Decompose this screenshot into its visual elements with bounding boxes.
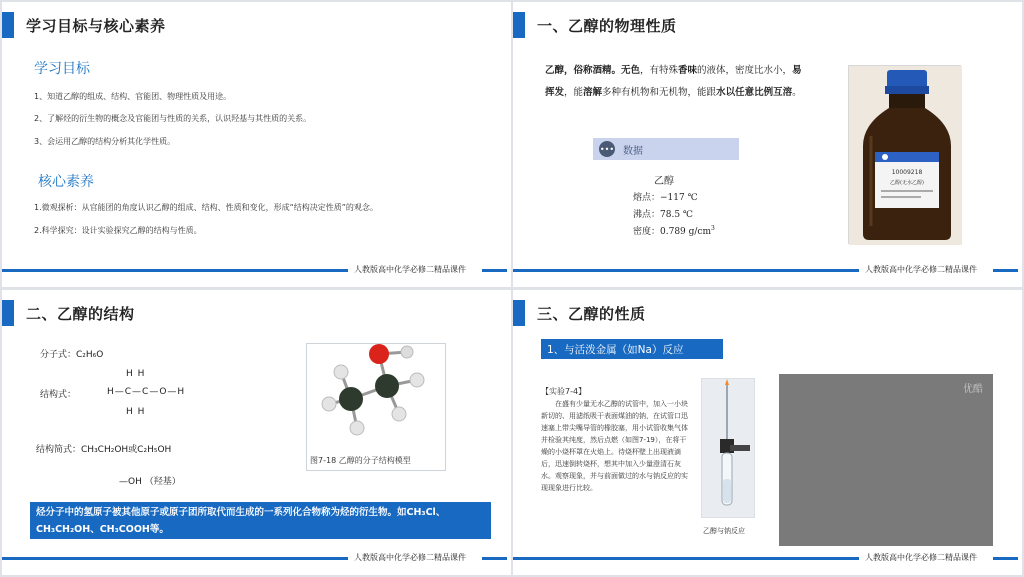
footer-line xyxy=(993,269,1018,272)
substance-name: 乙醇 xyxy=(654,176,674,187)
slide-physical-properties[interactable] xyxy=(513,2,1022,287)
structural-label: 结构式： xyxy=(40,390,77,400)
text: ，有特殊 xyxy=(640,65,679,76)
experiment-title: 【实验7-4】 xyxy=(541,387,587,396)
molecule-model-image xyxy=(306,343,446,471)
footer-line xyxy=(993,557,1018,560)
density xyxy=(633,224,715,237)
density-value: 密度：0.789 g/cm xyxy=(633,227,711,237)
footer-line xyxy=(482,269,507,272)
test-tube-image xyxy=(701,378,755,518)
molecule-model xyxy=(307,344,447,456)
melting-point: 熔点：−117 ℃ xyxy=(633,193,698,203)
data-box xyxy=(593,138,739,160)
property-description xyxy=(545,60,807,104)
video-watermark: 优酷 xyxy=(963,384,983,395)
structural-top: H H xyxy=(126,369,146,379)
core-item: 2.科学探究：设计实验探究乙醇的结构与性质。 xyxy=(34,226,202,235)
text: ，能 xyxy=(564,87,584,98)
goal-item: 1、知道乙醇的组成、结构、官能团、物理性质及用途。 xyxy=(34,92,232,101)
footer-line xyxy=(513,269,859,272)
experiment-text xyxy=(541,386,693,494)
footer-text: 人教版高中化学必修二精品课件 xyxy=(865,265,977,274)
boiling-point: 沸点：78.5 ℃ xyxy=(633,210,693,220)
bold-text: 易挥发 xyxy=(545,65,802,98)
ethanol-bottle-photo xyxy=(848,65,961,244)
bold-text: 水以任意比例互溶 xyxy=(716,87,793,98)
slide-footer xyxy=(2,265,511,277)
slide-footer xyxy=(513,553,1022,565)
goals-heading: 学习目标 xyxy=(34,61,90,77)
text: 多种有机物和无机物，能跟 xyxy=(602,87,717,98)
slide-learning-goals[interactable] xyxy=(2,2,511,287)
slide-chemical-properties[interactable] xyxy=(513,290,1022,575)
footer-line xyxy=(2,269,348,272)
slide-header xyxy=(513,12,677,38)
structural-bot: H H xyxy=(126,407,146,417)
value: CH₃CH₂OH或C₂H₅OH xyxy=(81,445,172,455)
footer-line xyxy=(2,557,348,560)
slide-structure[interactable] xyxy=(2,290,511,575)
header-accent-bar xyxy=(513,300,525,326)
footer-line xyxy=(482,557,507,560)
slide-header xyxy=(2,12,166,38)
simple-formula xyxy=(36,442,171,455)
footer-text: 人教版高中化学必修二精品课件 xyxy=(354,265,466,274)
slide-title: 三、乙醇的性质 xyxy=(537,304,646,323)
core-item: 1.微观探析：从官能团的角度认识乙醇的组成、结构、性质和变化，形成“结构决定性质”的观念。 xyxy=(34,203,378,212)
header-accent-bar xyxy=(2,12,14,38)
slide-footer xyxy=(513,265,1022,277)
slide-title: 学习目标与核心素养 xyxy=(26,16,166,35)
value: C₂H₆O xyxy=(76,350,104,360)
slide-footer xyxy=(2,553,511,565)
slide-title: 二、乙醇的结构 xyxy=(26,304,135,323)
footer-text: 人教版高中化学必修二精品课件 xyxy=(865,553,977,562)
slide-title: 一、乙醇的物理性质 xyxy=(537,16,677,35)
footer-line xyxy=(513,557,859,560)
model-caption: 图7-18 乙醇的分子结构模型 xyxy=(310,456,411,465)
chat-icon: ••• xyxy=(599,141,615,157)
bottle-label-code: 10009218 xyxy=(891,169,923,176)
molecular-formula xyxy=(40,347,103,360)
functional-group: —OH （羟基） xyxy=(119,477,181,487)
header-accent-bar xyxy=(513,12,525,38)
footer-text: 人教版高中化学必修二精品课件 xyxy=(354,553,466,562)
test-tube-illustration xyxy=(702,379,754,517)
bold-text: 溶解 xyxy=(583,87,603,98)
bottle-label-name: 乙醇(无水乙醇) xyxy=(890,180,924,186)
experiment-body: 在盛有少量无水乙醇的试管中，加入一小块新切的、用滤纸吸干表面煤油的钠，在试管口迅速塞上带尖嘴导管的橡胶塞，用小试管收集气体并检验其纯度，然后点燃（如图7-19），在将干燥的小烧杯罩在火焰上。待烧杯壁上出现液滴后，迅速倒转烧杯，想其中加入少量澄清石灰水。观察现象，并与前面做过的水与钠反应的实现现象进行比较。 xyxy=(541,400,688,492)
header-accent-bar xyxy=(2,300,14,326)
goal-item: 3、会运用乙醇的结构分析其化学性质。 xyxy=(34,137,176,146)
data-label: 数据 xyxy=(623,145,643,157)
slide-header xyxy=(2,300,135,326)
goal-item: 2、了解烃的衍生物的概念及官能团与性质的关系，认识羟基与其性质的关系。 xyxy=(34,114,312,123)
bottle-illustration xyxy=(849,66,962,245)
label: 分子式： xyxy=(40,350,77,360)
core-heading: 核心素养 xyxy=(38,174,94,190)
density-exponent: 3 xyxy=(711,225,715,232)
slide-header xyxy=(513,300,646,326)
video-player[interactable] xyxy=(779,374,993,546)
definition-box: 烃分子中的氢原子被其他原子或原子团所取代而生成的一系列化合物称为烃的衍生物。如CH₃Cl、CH₃CH₂OH、CH₃COOH等。 xyxy=(30,502,491,539)
label: 结构简式： xyxy=(36,445,82,455)
text: 。 xyxy=(792,87,802,98)
bold-text: 乙醇，俗称酒精。无色 xyxy=(545,65,641,76)
text: 的液体，密度比水小， xyxy=(697,65,793,76)
tube-caption: 乙醇与钠反应 xyxy=(703,527,745,535)
section-tag: 1、与活泼金属（如Na）反应 xyxy=(541,339,723,359)
bold-text: 香味 xyxy=(678,65,698,76)
structural-mid: H—C—C—O—H xyxy=(107,387,186,397)
